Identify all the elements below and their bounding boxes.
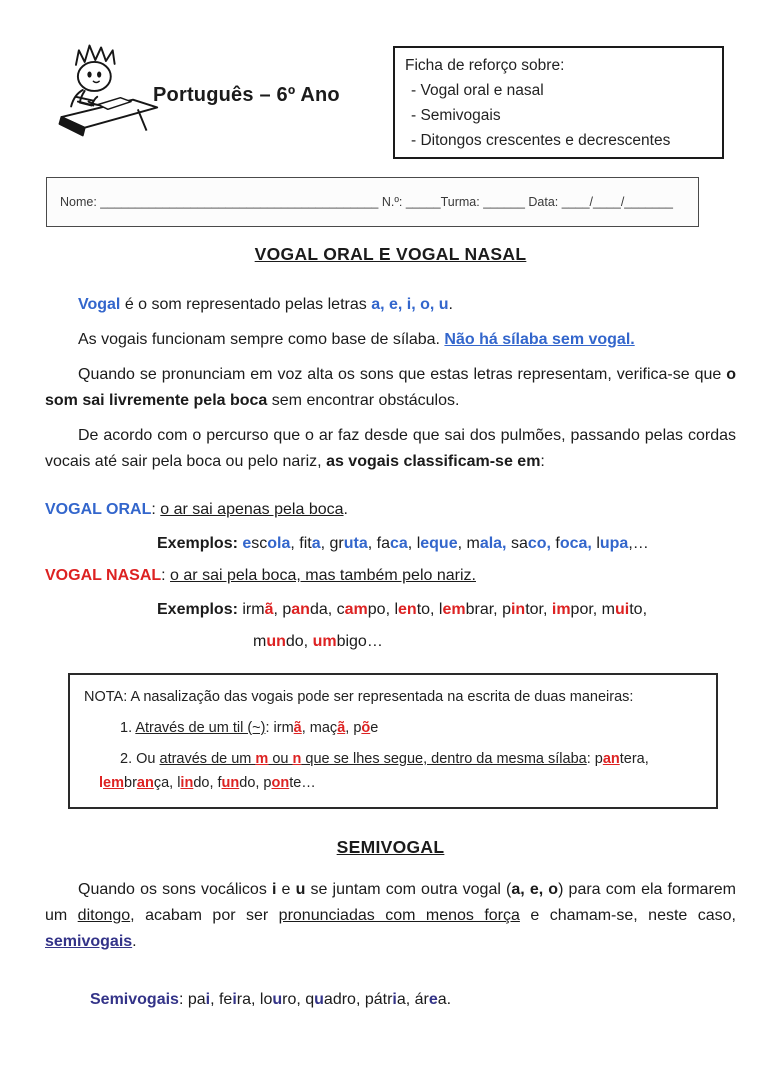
topic-box-title: Ficha de reforço sobre: bbox=[405, 57, 565, 74]
semivogais-examples-line: Semivogais: pai, feira, louro, quadro, pátria, área. bbox=[90, 991, 452, 1008]
vogal-nasal-definition: VOGAL NASAL: o ar sai pela boca, mas também pelo nariz. bbox=[45, 567, 476, 584]
paragraph-pronuncia: Quando se pronunciam em voz alta os sons que estas letras representam, verifica-se que o som sai livremente pela boca sem encontrar obstáculos. bbox=[45, 366, 736, 409]
paragraph-semivogal-intro: Quando os sons vocálicos i e u se juntam com outra vogal (a, e, o) para com ela formarem um ditongo, acabam por ser pronunciadas com menos força e chamam-se, neste caso, semivogais. bbox=[45, 881, 737, 950]
student-id-bar bbox=[46, 177, 699, 227]
nota-item-m-n: 2. Ou através de um m ou n que se lhes segue, dentro da mesma sílaba: pantera, lembrança, lindo, fundo, ponte… bbox=[99, 751, 649, 791]
topic-item-vogal: - Vogal oral e nasal bbox=[411, 82, 544, 99]
topic-box bbox=[393, 46, 724, 159]
paragraph-vogal-definition: Vogal é o som representado pelas letras a, e, i, o, u. bbox=[78, 296, 453, 313]
topic-item-ditongos: - Ditongos crescentes e decrescentes bbox=[411, 132, 671, 149]
topic-item-semivogais: - Semivogais bbox=[411, 107, 501, 124]
nota-intro: NOTA: A nasalização das vogais pode ser representada na escrita de duas maneiras: bbox=[84, 689, 634, 705]
vogal-nasal-examples-line2: mundo, umbigo… bbox=[253, 633, 383, 650]
section-title-semivogal: SEMIVOGAL bbox=[336, 837, 445, 857]
vogal-oral-examples: Exemplos: escola, fita, gruta, faca, leque, mala, saco, foca, lupa,… bbox=[157, 535, 649, 552]
calvin-illustration bbox=[46, 40, 162, 140]
section-title-vogal: VOGAL ORAL E VOGAL NASAL bbox=[254, 244, 527, 264]
document-body bbox=[45, 242, 736, 1013]
nota-item-til: 1. Através de um til (~): irmã, maçã, põe bbox=[120, 720, 379, 736]
vogal-nasal-examples-line1: Exemplos: irmã, panda, campo, lento, lembrar, pintor, impor, muito, bbox=[157, 601, 648, 618]
nota-box bbox=[68, 673, 718, 809]
vogal-oral-definition: VOGAL ORAL: o ar sai apenas pela boca. bbox=[45, 501, 348, 518]
paragraph-silaba-rule: As vogais funcionam sempre como base de sílaba. Não há sílaba sem vogal. bbox=[78, 331, 635, 348]
student-id-fields: Nome: ________________________________________ N.º: _____Turma: ______ Data: ____/____/_______ bbox=[60, 195, 673, 209]
paragraph-percurso: De acordo com o percurso que o ar faz desde que sai dos pulmões, passando pelas cordas vocais até sair pela boca ou pelo nariz, as vogais classificam-se em: bbox=[45, 427, 736, 470]
course-title: Português – 6º Ano bbox=[153, 84, 340, 106]
